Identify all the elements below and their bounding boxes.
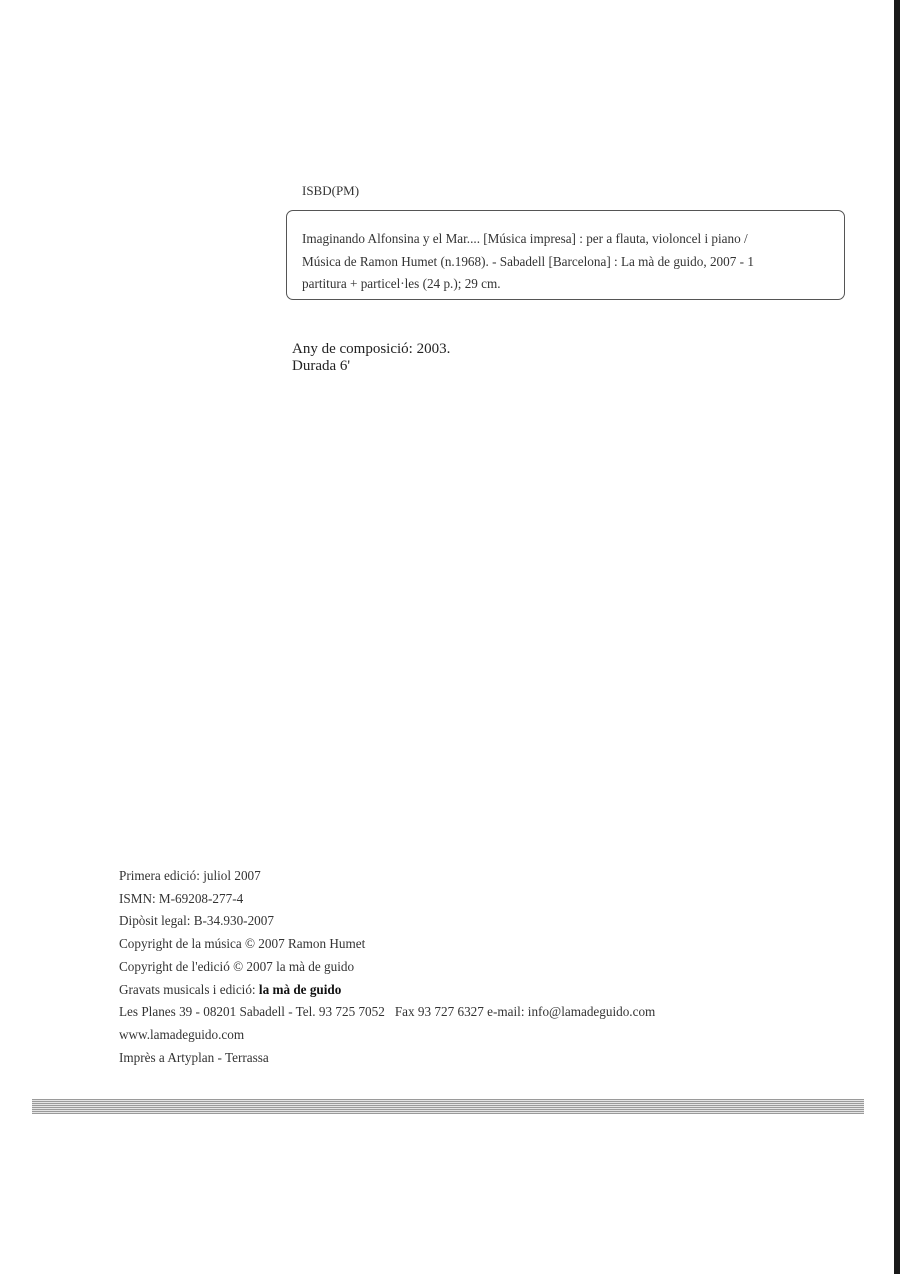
ismn: ISMN: M-69208-277-4 [119, 890, 244, 906]
isbd-label: ISBD(PM) [302, 183, 360, 198]
engraving-label: Gravats musicals i edició: [119, 981, 259, 997]
edition-copyright: Copyright de l'edició © 2007 la mà de guido [119, 958, 355, 974]
legal-deposit: Dipòsit legal: B-34.930-2007 [119, 913, 274, 929]
colophon [119, 865, 655, 1069]
isbd-line-2: Música de Ramon Humet (n.1968). - Sabadell [Barcelona] : La mà de guido, 2007 - 1 [302, 253, 754, 269]
isbd-record-box [286, 210, 845, 300]
publisher-name: la mà de guido [258, 981, 342, 997]
composition-info [292, 341, 450, 375]
footer-rule [32, 1099, 864, 1114]
composition-duration: Durada 6' [292, 358, 351, 374]
composition-year: Any de composició: 2003. [292, 341, 451, 357]
address: Les Planes 39 - 08201 Sabadell - Tel. 93 725 7052 [119, 1004, 385, 1020]
fax-email: Fax 93 727 6327 e-mail: info@lamadeguido.com [394, 1004, 656, 1020]
music-copyright: Copyright de la música © 2007 Ramon Humet [119, 936, 366, 952]
website: www.lamadeguido.com [119, 1026, 245, 1042]
contact-line [119, 1001, 655, 1024]
printer: Imprès a Artyplan - Terrassa [119, 1049, 269, 1065]
first-edition: Primera edició: juliol 2007 [119, 868, 261, 883]
page-edge [894, 0, 900, 1274]
engraving-line [119, 979, 655, 1002]
isbd-line-1: Imaginando Alfonsina y el Mar.... [Música impresa] : per a flauta, violoncel i piano / [302, 231, 748, 246]
isbd-line-3: partitura + particel·les (24 p.); 29 cm. [302, 276, 501, 291]
